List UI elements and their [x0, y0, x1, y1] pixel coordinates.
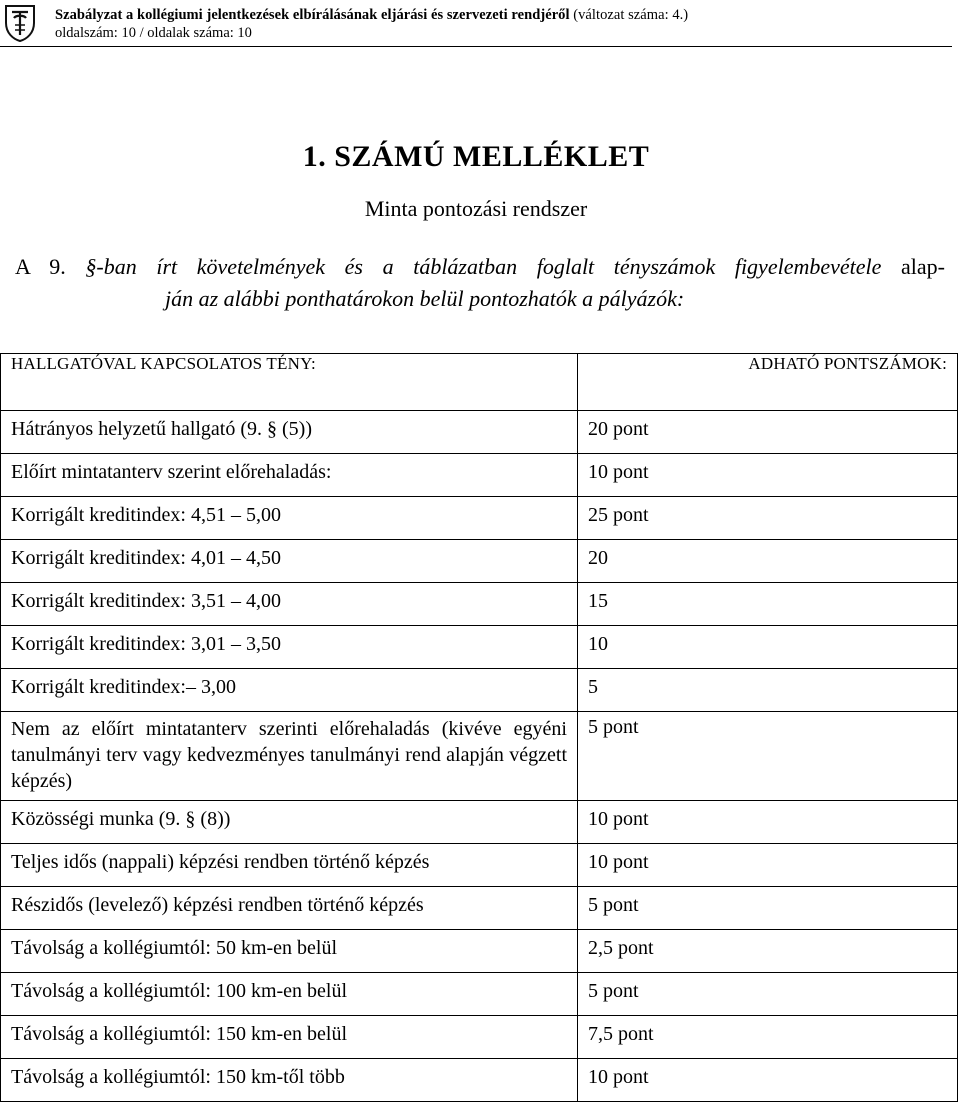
- fact-cell: Korrigált kreditindex: 3,51 – 4,00: [1, 583, 578, 626]
- university-crest-icon: [2, 3, 38, 43]
- fact-cell: Korrigált kreditindex: 3,01 – 3,50: [1, 626, 578, 669]
- scoring-table: [0, 353, 958, 1102]
- points-cell: 7,5 pont: [578, 1016, 958, 1059]
- intro-paragraph: [15, 251, 945, 315]
- points-cell: 10 pont: [578, 844, 958, 887]
- points-cell: 10 pont: [578, 454, 958, 497]
- fact-cell: Távolság a kollégiumtól: 150 km-en belül: [1, 1016, 578, 1059]
- table-row: [1, 844, 958, 887]
- document-title-text: Szabályzat a kollégiumi jelentkezések elbírálásának eljárási és szervezeti rendjéről: [55, 7, 570, 23]
- fact-cell: Közösségi munka (9. § (8)): [1, 801, 578, 844]
- table-row: [1, 973, 958, 1016]
- points-cell: 5 pont: [578, 712, 958, 801]
- table-header-row: [1, 354, 958, 411]
- fact-cell: Előírt mintatanterv szerint előrehaladás:: [1, 454, 578, 497]
- table-row: [1, 887, 958, 930]
- fact-cell: Korrigált kreditindex: 4,51 – 5,00: [1, 497, 578, 540]
- intro-italic-text: §-ban írt követelmények és a táblázatban foglalt tényszámok figyelembevétele: [85, 254, 882, 279]
- header-divider: [0, 46, 952, 47]
- points-cell: 5 pont: [578, 973, 958, 1016]
- table-row: [1, 411, 958, 454]
- points-cell: 5: [578, 669, 958, 712]
- points-cell: 25 pont: [578, 497, 958, 540]
- header-points: [578, 354, 958, 411]
- points-cell: 10 pont: [578, 801, 958, 844]
- intro-line-2: ján az alábbi ponthatárokon belül pontozhatók a pályázók:: [165, 286, 685, 311]
- fact-cell: Nem az előírt mintatanterv szerinti előrehaladás (kivéve egyéni tanulmányi terv vagy kedvezményes tanulmányi rend alapján végzett képzés): [1, 712, 578, 801]
- points-cell: 10 pont: [578, 1059, 958, 1102]
- table-row: [1, 930, 958, 973]
- header-fact: [1, 354, 578, 411]
- scoring-table-container: [0, 353, 960, 1102]
- table-row: [1, 712, 958, 801]
- intro-prefix: A 9.: [15, 254, 86, 279]
- annex-subtitle: Minta pontozási rendszer: [364, 196, 588, 221]
- table-row: [1, 540, 958, 583]
- fact-cell: Távolság a kollégiumtól: 150 km-től több: [1, 1059, 578, 1102]
- points-cell: 20 pont: [578, 411, 958, 454]
- header-fact-text: HALLGATÓVAL KAPCSOLATOS TÉNY:: [11, 354, 316, 373]
- points-cell: 2,5 pont: [578, 930, 958, 973]
- table-row: [1, 1059, 958, 1102]
- header-points-text: ADHATÓ PONTSZÁMOK:: [748, 354, 947, 373]
- table-row: [1, 1016, 958, 1059]
- table-row: [1, 583, 958, 626]
- points-cell: 5 pont: [578, 887, 958, 930]
- table-row: [1, 801, 958, 844]
- fact-cell: Részidős (levelező) képzési rendben történő képzés: [1, 887, 578, 930]
- fact-cell: Hátrányos helyzetű hallgató (9. § (5)): [1, 411, 578, 454]
- fact-cell: Korrigált kreditindex: 4,01 – 4,50: [1, 540, 578, 583]
- fact-cell: Távolság a kollégiumtól: 100 km-en belül: [1, 973, 578, 1016]
- table-row: [1, 497, 958, 540]
- page-header: [0, 0, 960, 48]
- table-row: [1, 626, 958, 669]
- intro-line-end: alap-: [881, 254, 945, 279]
- table-row: [1, 454, 958, 497]
- points-cell: 20: [578, 540, 958, 583]
- page-number: oldalszám: 10 / oldalak száma: 10: [55, 25, 252, 41]
- points-cell: 15: [578, 583, 958, 626]
- points-cell: 10: [578, 626, 958, 669]
- intro-line-1: [15, 251, 945, 283]
- fact-cell: Teljes idős (nappali) képzési rendben történő képzés: [1, 844, 578, 887]
- fact-cell: Korrigált kreditindex:– 3,00: [1, 669, 578, 712]
- fact-cell: Távolság a kollégiumtól: 50 km-en belül: [1, 930, 578, 973]
- version-text: (változat száma: 4.): [573, 7, 689, 23]
- annex-title: 1. SZÁMÚ MELLÉKLET: [302, 140, 650, 173]
- document-title: [55, 7, 688, 24]
- table-row: [1, 669, 958, 712]
